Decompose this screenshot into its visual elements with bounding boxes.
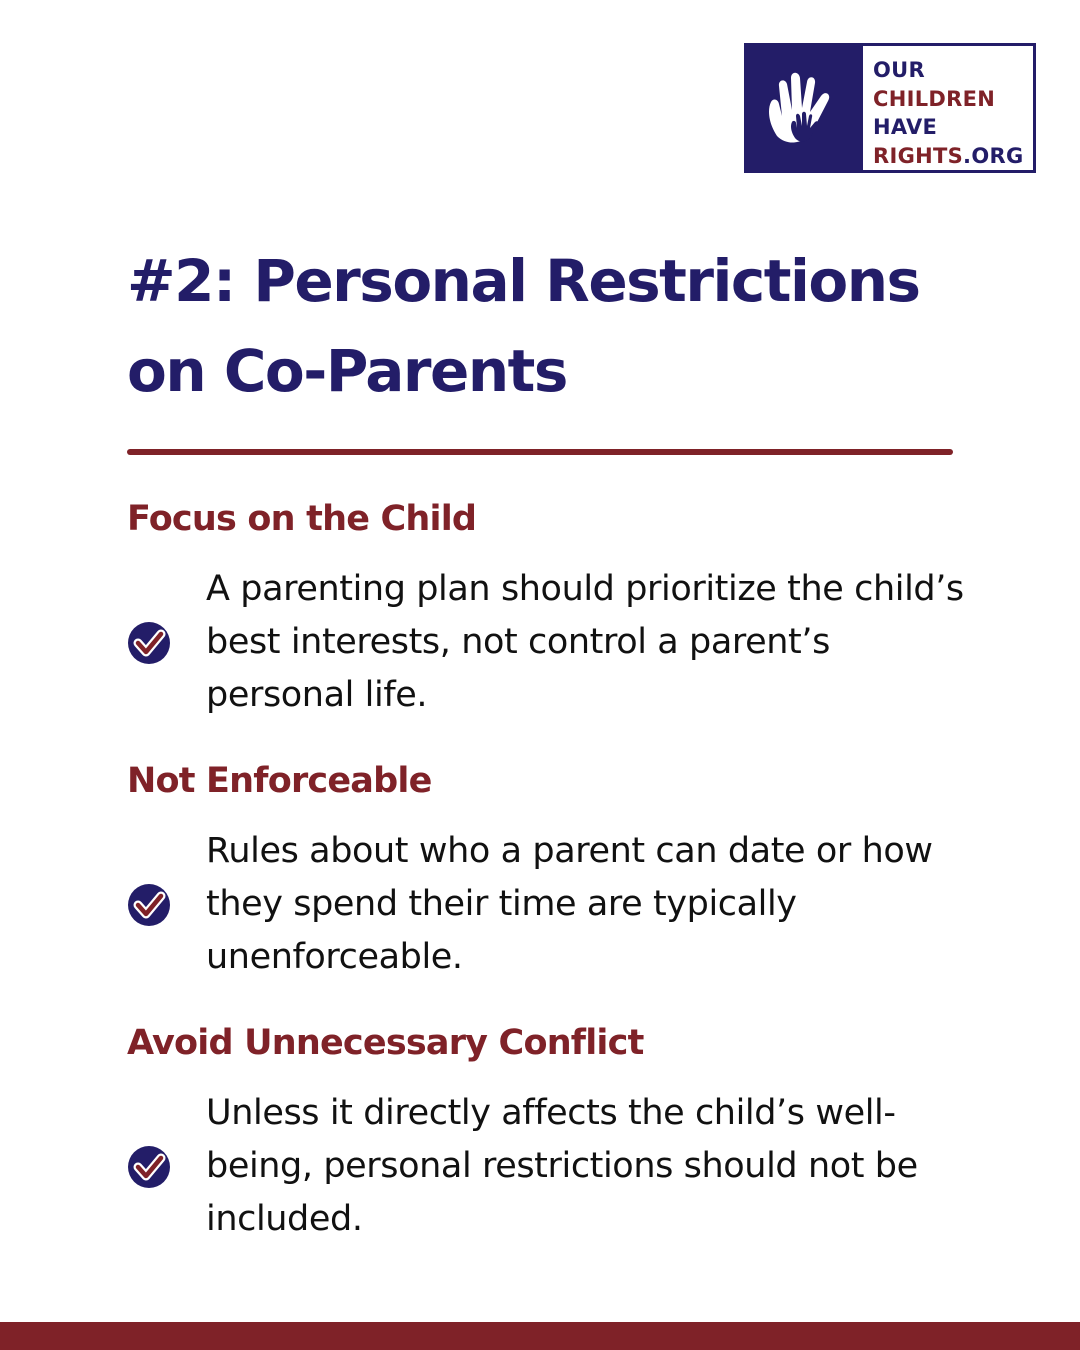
section-heading: Focus on the Child xyxy=(127,499,477,539)
title-divider xyxy=(127,449,953,455)
section-heading: Not Enforceable xyxy=(127,761,432,801)
logo-mark xyxy=(747,46,863,170)
section-heading: Avoid Unnecessary Conflict xyxy=(127,1023,644,1063)
section-avoid-conflict xyxy=(127,1021,967,1246)
section-text: A parenting plan should prioritize the child’s best interests, not control a parent’s personal life. xyxy=(206,569,964,715)
logo-line-children: CHILDREN xyxy=(873,86,996,111)
list-item xyxy=(127,825,967,984)
section-not-enforceable xyxy=(127,759,967,984)
check-circle-icon xyxy=(127,621,171,665)
section-text: Unless it directly affects the child’s well-being, personal restrictions should not be included. xyxy=(206,1093,918,1239)
footer-bar xyxy=(0,1322,1080,1350)
title-line-1: #2: Personal Restrictions xyxy=(127,247,920,315)
logo-line-our: OUR xyxy=(873,58,925,82)
logo-rights-word: RIGHTS xyxy=(873,143,964,168)
check-circle-icon xyxy=(127,883,171,927)
section-text: Rules about who a parent can date or how they spend their time are typically unenforceable. xyxy=(206,831,933,977)
list-item xyxy=(127,563,967,722)
logo xyxy=(744,43,1036,173)
section-focus-on-child xyxy=(127,497,967,722)
logo-org-suffix: .ORG xyxy=(963,143,1024,168)
logo-wordmark xyxy=(863,46,1033,170)
title-line-2: on Co-Parents xyxy=(127,337,567,405)
logo-line-have: HAVE xyxy=(873,115,938,139)
logo-line-rights xyxy=(873,142,1033,171)
list-item xyxy=(127,1087,967,1246)
check-circle-icon xyxy=(127,1145,171,1189)
page-title xyxy=(127,236,1007,416)
hands-icon xyxy=(755,58,855,158)
